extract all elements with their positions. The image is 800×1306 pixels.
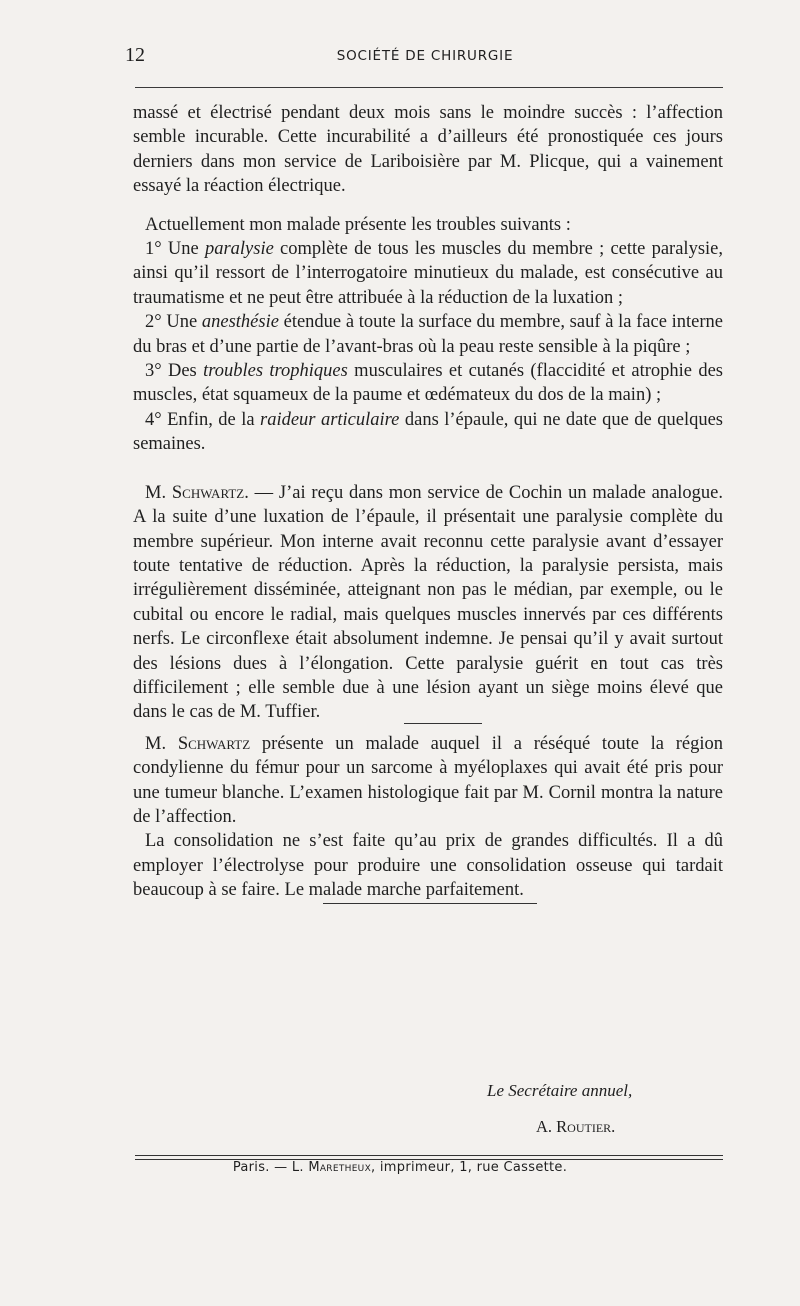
page-number: 12 [125, 44, 145, 66]
running-title: SOCIÉTÉ DE CHIRURGIE [336, 48, 514, 64]
speaker-name: Schwartz [171, 482, 245, 503]
section-divider [404, 723, 482, 724]
author-signature [536, 1117, 615, 1137]
item-text: dans l’épaule, qui ne date que de quelques semaines. [133, 409, 723, 455]
imprint-start: Paris. — L. [232, 1160, 309, 1175]
printer-name: Maretheux [308, 1160, 372, 1175]
printer-imprint [0, 1160, 800, 1175]
item-prefix: 4° Enfin, de la [145, 409, 260, 430]
item-prefix: 3° Des [145, 361, 204, 382]
italic-term: anesthésie [201, 312, 279, 333]
item-text: musculaires et cutanés (flaccidité et atrophie des muscles, état squameux de la paume et œdémateux du dos de la main) ; [133, 361, 723, 406]
secretary-title: Le Secrétaire annuel, [487, 1081, 633, 1100]
item-text: complète de tous les muscles du membre ; cette paralysie, ainsi qu’il ressort de l’interrogatoire minutieux du malade, est consécutive au traumatisme et ne peut être attribuée à la réduction de la luxation ; [133, 239, 723, 308]
item-text: étendue à toute la surface du membre, sauf à la face interne du bras et d’une partie de l’avant-bras où la peau reste sensible à la piqûre ; [133, 312, 723, 357]
item-prefix: 2° Une [145, 312, 202, 333]
speaker-name: Schwartz [177, 733, 251, 754]
author-initial: A. [536, 1117, 557, 1136]
paragraph-consolidation: La consolidation ne s’est faite qu’au prix de grandes difficultés. Il a dû employer l’électrolyse pour produire une consolidation osseuse qui tardait beaucoup à se faire. Le malade marche parfaitement. [133, 831, 723, 901]
paragraph-schwartz-remark [133, 481, 723, 725]
speaker-text: . — J’ai reçu dans mon service de Cochin un malade analogue. A la suite d’une luxation de l’épaule, il présentait une paralysie complète du membre supérieur. Mon interne avait reconnu cette paralysie avant d’essayer toute tentative de réduction. Après la réduction, la paralysie persista, mais irrégulièrement disséminée, atteignant non pas le médian, par exemple, ou le cubital ou encore le radial, mais quelques muscles innervés par ces différents nerfs. Le circonflexe était absolument indemne. Je pensai qu’il y avait surtout des lésions dues à l’élongation. Cette paralysie guérit en tout cas très difficilement ; elle semble due à une lésion ayant un siège moins élevé que dans le cas de M. Tuffier. [133, 482, 723, 723]
symptom-item-3 [133, 359, 723, 408]
speaker-text: présente un malade auquel il a réséqué toute la région condylienne du fémur pour un sarcome à myéloplaxes qui avait été pris pour une tumeur blanche. L’examen histologique fait par M. Cornil montra la nature de l’affection. [133, 733, 724, 827]
header-rule [135, 87, 723, 88]
paragraph-continuation: massé et électrisé pendant deux mois sans le moindre succès : l’affection semble incurable. Cette incurabilité a d’ailleurs été pronostiquée ces jours derniers dans mon service de Lariboisière par M. Plicque, qui a vainement essayé la réaction électrique. [133, 103, 723, 197]
symptom-item-2 [133, 310, 723, 359]
imprint-end: , imprimeur, 1, rue Cassette. [371, 1160, 568, 1175]
body-text [133, 101, 723, 904]
italic-term: paralysie [204, 239, 274, 260]
speaker-prefix: M. [145, 482, 172, 503]
paragraph-symptoms-intro: Actuellement mon malade présente les troubles suivants : [145, 214, 571, 235]
speaker-prefix: M. [145, 733, 178, 754]
symptom-item-4 [133, 408, 723, 457]
paragraph-schwartz-case [133, 732, 723, 830]
italic-term: troubles trophiques [203, 361, 348, 382]
author-end: . [611, 1117, 616, 1136]
symptom-item-1 [133, 237, 723, 310]
page-header [125, 44, 725, 74]
italic-term: raideur articulaire [260, 409, 400, 430]
author-name: Routier [556, 1117, 612, 1136]
item-prefix: 1° Une [145, 239, 205, 260]
closing-rule [323, 903, 537, 904]
